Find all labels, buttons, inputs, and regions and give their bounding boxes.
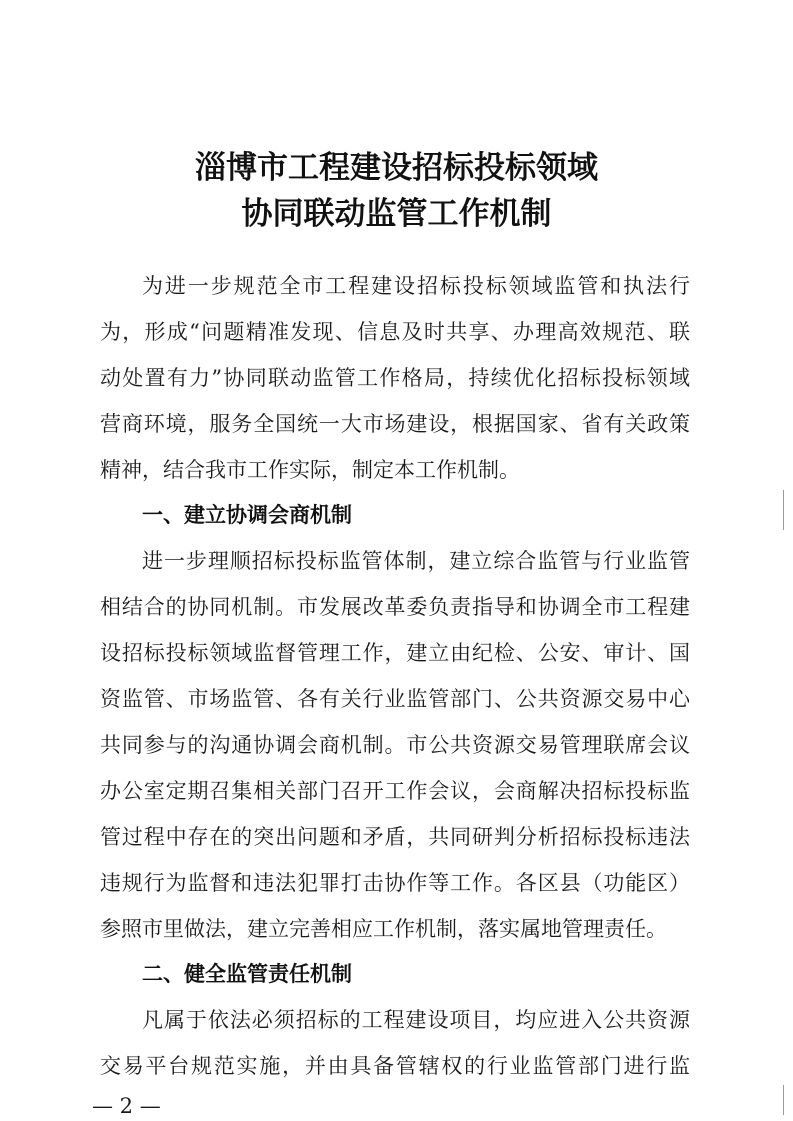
intro-line: 营商环境，服务全国统一大市场建设，根据国家、省有关政策 bbox=[100, 412, 690, 436]
document-title-line-2: 协同联动监管工作机制 bbox=[241, 196, 552, 232]
section1-line: 办公室定期召集相关部门召开工作会议，会商解决招标投标监 bbox=[100, 779, 690, 803]
scan-edge-mark bbox=[783, 490, 784, 530]
intro-line: 为，形成“问题精准发现、信息及时共享、办理高效规范、联 bbox=[100, 320, 690, 344]
section1-line: 相结合的协同机制。市发展改革委负责指导和协调全市工程建 bbox=[100, 595, 690, 619]
section1-line: 进一步理顺招标投标监管体制，建立综合监管与行业监管 bbox=[142, 549, 690, 573]
section1-line: 违规行为监督和违法犯罪打击协作等工作。各区县（功能区） bbox=[100, 871, 690, 895]
section1-line: 管过程中存在的突出问题和矛盾，共同研判分析招标投标违法 bbox=[100, 825, 690, 849]
section2-line: 交易平台规范实施，并由具备管辖权的行业监管部门进行监 bbox=[100, 1054, 690, 1078]
document-title-line-1: 淄博市工程建设招标投标领域 bbox=[195, 150, 598, 186]
section2-line: 凡属于依法必须招标的工程建设项目，均应进入公共资源 bbox=[142, 1008, 690, 1032]
section1-line: 设招标投标领域监督管理工作，建立由纪检、公安、审计、国 bbox=[100, 641, 690, 665]
section-heading-1: 一、建立协调会商机制 bbox=[142, 503, 352, 527]
intro-line: 动处置有力”协同联动监管工作格局，持续优化招标投标领域 bbox=[100, 366, 690, 390]
page-number: — 2 — bbox=[92, 1094, 161, 1118]
section-heading-2: 二、健全监管责任机制 bbox=[142, 962, 352, 986]
scan-edge-mark bbox=[783, 1085, 784, 1115]
intro-line: 精神，结合我市工作实际，制定本工作机制。 bbox=[100, 458, 520, 482]
section1-line: 共同参与的沟通协调会商机制。市公共资源交易管理联席会议 bbox=[100, 733, 690, 757]
section1-line: 参照市里做法，建立完善相应工作机制，落实属地管理责任。 bbox=[100, 917, 667, 941]
section1-line: 资监管、市场监管、各有关行业监管部门、公共资源交易中心 bbox=[100, 687, 690, 711]
intro-line: 为进一步规范全市工程建设招标投标领域监管和执法行 bbox=[142, 274, 690, 298]
